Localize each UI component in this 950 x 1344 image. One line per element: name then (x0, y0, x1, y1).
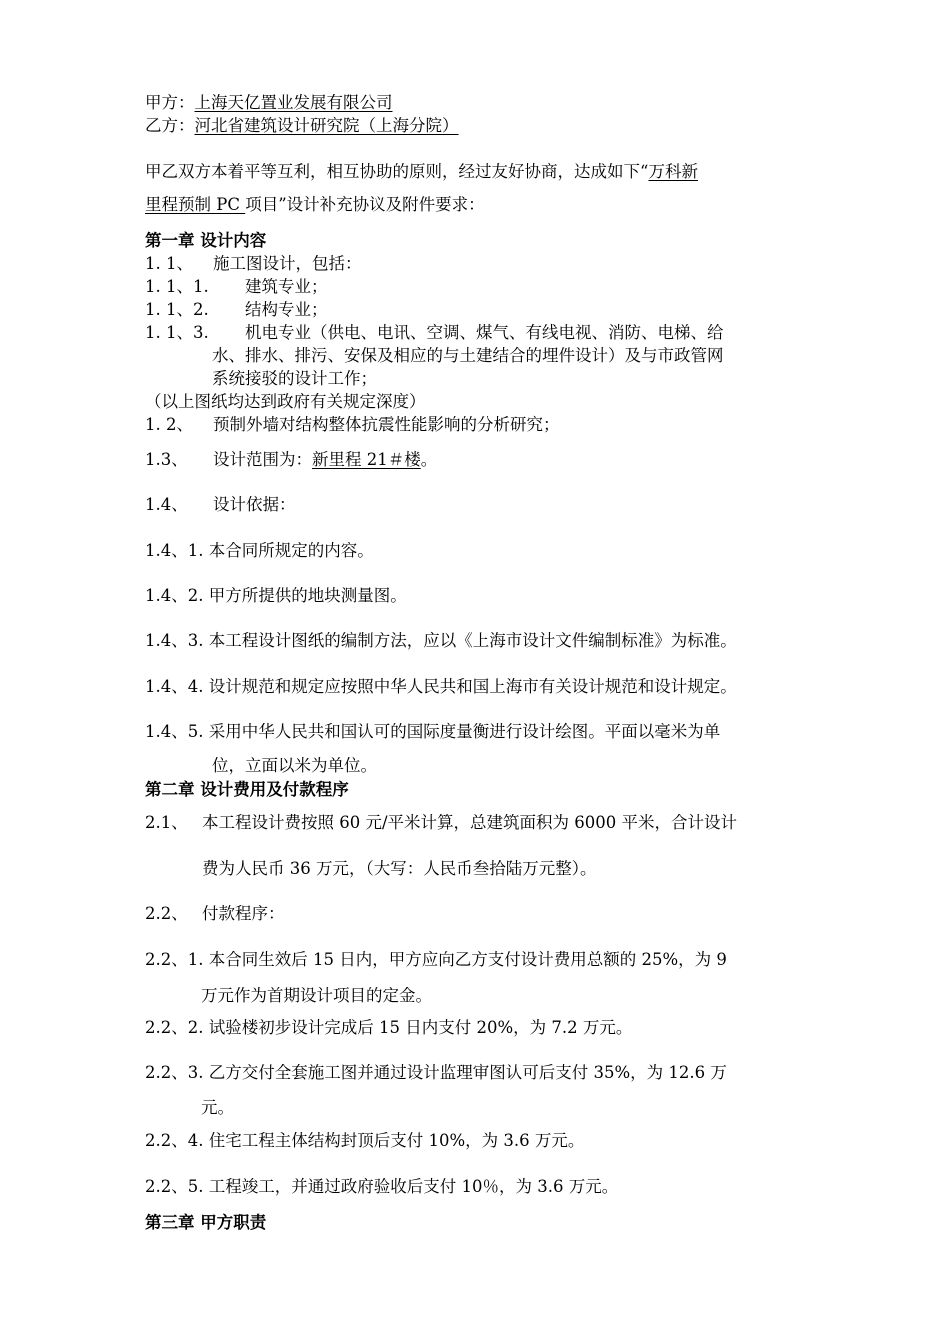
item-number: 1. 2、 (145, 415, 193, 434)
basis-number: 1.4、 (145, 495, 188, 514)
list-item-text: 万元作为首期设计项目的定金。 (201, 986, 432, 1005)
list-item-text: 设计规范和规定应按照中华人民共和国上海市有关设计规范和设计规定。 (208, 677, 737, 696)
chapter-2-title: 第二章 设计费用及付款程序 (145, 780, 349, 799)
list-item-text: 水、排水、排污、安保及相应的与土建结合的埋件设计）及与市政管网 (212, 346, 724, 365)
item-number: 2.2、4. (145, 1131, 204, 1150)
fee-text-2: 费为人民币 36 万元，（大写：人民币叁拾陆万元整）。 (202, 859, 597, 878)
party-a-line (145, 92, 393, 114)
list-item-text: 工程竣工，并通过政府验收后支付 10％，为 3.6 万元。 (208, 1177, 619, 1196)
item-number: 1.4、2. (145, 586, 204, 605)
list-item (145, 276, 209, 298)
list-item (145, 299, 209, 321)
party-b-label: 乙方： (145, 116, 195, 135)
item-number: 2.2、3. (145, 1063, 204, 1082)
list-item-text: 本工程设计图纸的编制方法，应以《上海市设计文件编制标准》为标准。 (208, 631, 737, 650)
list-item (145, 1017, 632, 1039)
item-number: 1. 1、 (145, 254, 193, 273)
scope-line (213, 449, 437, 471)
item-number: 2.2、5. (145, 1177, 204, 1196)
list-item-text: 施工图设计，包括： (213, 254, 362, 273)
list-item-text: 乙方交付全套施工图并通过设计监理审图认可后支付 35%，为 12.6 万 (208, 1063, 727, 1082)
item-number: 1.4、4. (145, 677, 204, 696)
scope-end: 。 (420, 450, 438, 469)
scope-value: 新里程 21＃楼 (312, 450, 421, 469)
list-item (145, 1062, 727, 1084)
list-item-text: 元。 (201, 1098, 234, 1117)
party-b-name: 河北省建筑设计研究院（上海分院） (194, 116, 459, 135)
fee-number: 2.1、 (145, 813, 188, 832)
chapter-1-title: 第一章 设计内容 (145, 231, 267, 250)
item-number: 1. 1、1. (145, 277, 209, 296)
list-item-text: 试验楼初步设计完成后 15 日内支付 20%，为 7.2 万元。 (208, 1018, 633, 1037)
list-item (145, 630, 737, 652)
fee-text-1: 本工程设计费按照 60 元/平米计算，总建筑面积为 6000 平米，合计设计 (202, 813, 738, 832)
intro-line-1 (145, 161, 698, 183)
list-item (145, 585, 407, 607)
list-item (145, 1176, 618, 1198)
item-number: 1.4、1. (145, 541, 204, 560)
party-b-line (145, 115, 459, 137)
intro-project-2: 里程预制 PC (145, 195, 246, 214)
intro-text-1: 甲乙双方本着平等互利，相互协助的原则，经过友好协商，达成如下“ (145, 162, 649, 181)
payment-label: 付款程序： (202, 904, 285, 923)
list-item (145, 1130, 584, 1152)
item-number: 1. 1、3. (145, 323, 209, 342)
list-item (145, 721, 720, 743)
item-number: 1.4、3. (145, 631, 204, 650)
list-item-text: 预制外墙对结构整体抗震性能影响的分析研究； (213, 415, 560, 434)
basis-label: 设计依据： (213, 495, 296, 514)
party-a-label: 甲方： (145, 93, 195, 112)
list-item-text: 建筑专业； (245, 277, 328, 296)
party-a-name: 上海天亿置业发展有限公司 (194, 93, 393, 112)
list-item-text: 位，立面以米为单位。 (212, 756, 377, 775)
payment-number: 2.2、 (145, 904, 188, 923)
list-item-text: 本合同所规定的内容。 (208, 541, 374, 560)
list-item-text: 系统接驳的设计工作； (212, 369, 377, 388)
list-item-text: 机电专业（供电、电讯、空调、煤气、有线电视、消防、电梯、给 (245, 323, 724, 342)
intro-text-2: 项目”设计补充协议及附件要求： (245, 195, 485, 214)
list-item-text: 采用中华人民共和国认可的国际度量衡进行设计绘图。平面以毫米为单 (208, 722, 721, 741)
list-item (145, 322, 209, 344)
list-item (145, 253, 193, 275)
list-item (145, 949, 727, 971)
depth-note: （以上图纸均达到政府有关规定深度） (145, 392, 426, 411)
intro-line-2 (145, 194, 485, 216)
item-number: 1.4、5. (145, 722, 204, 741)
list-item (145, 676, 737, 698)
list-item-text: 甲方所提供的地块测量图。 (208, 586, 407, 605)
item-number: 2.2、1. (145, 950, 204, 969)
list-item-text: 住宅工程主体结构封顶后支付 10%，为 3.6 万元。 (208, 1131, 585, 1150)
list-item (145, 414, 193, 436)
list-item-text: 结构专业； (245, 300, 328, 319)
scope-label: 设计范围为： (213, 450, 312, 469)
item-number: 1. 1、2. (145, 300, 209, 319)
list-item (145, 540, 374, 562)
scope-number: 1.3、 (145, 450, 188, 469)
list-item-text: 本合同生效后 15 日内，甲方应向乙方支付设计费用总额的 25%，为 9 (208, 950, 727, 969)
chapter-3-title: 第三章 甲方职责 (145, 1213, 267, 1232)
item-number: 2.2、2. (145, 1018, 204, 1037)
intro-project-1: 万科新 (648, 162, 698, 181)
